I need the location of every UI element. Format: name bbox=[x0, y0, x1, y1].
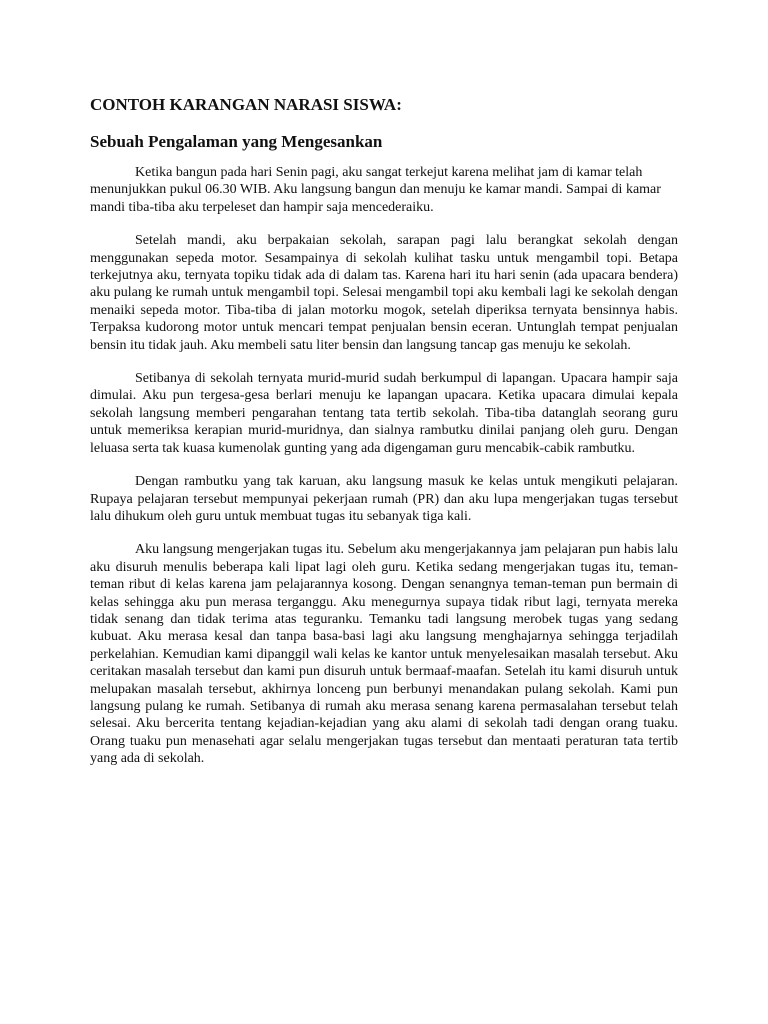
document-subtitle: Sebuah Pengalaman yang Mengesankan bbox=[90, 132, 383, 151]
paragraph-2: Setelah mandi, aku berpakaian sekolah, sarapan pagi lalu berangkat sekolah dengan menggunakan sepeda motor. Sesampainya di sekolah kulihat tasku untuk mengambil topi. Betapa terkejutnya aku, ternyata topiku tidak ada di dalam tas. Karena hari itu hari senin (ada upacara bendera) aku pulang ke rumah untuk mengambil topi. Selesai mengambil topi aku kembali lagi ke sekolah dengan menaiki sepeda motor. Tiba-tiba di jalan motorku mogok, setelah diperiksa ternyata bensinnya habis. Terpaksa kudorong motor untuk mencari tempat penjualan bensin eceran. Untunglah tempat penjualan bensin itu tidak jauh. Aku membeli satu liter bensin dan langsung tancap gas menuju ke sekolah. bbox=[90, 233, 678, 353]
document-heading: CONTOH KARANGAN NARASI SISWA: bbox=[90, 95, 402, 114]
paragraph-4: Dengan rambutku yang tak karuan, aku langsung masuk ke kelas untuk mengikuti pelajaran. Rupaya pelajaran tersebut mempunyai pekerjaan rumah (PR) dan aku lupa mengerjakan tugas tersebut lalu dihukum oleh guru untuk membuat tugas itu sebanyak tiga kali. bbox=[90, 474, 678, 524]
paragraph-3: Setibanya di sekolah ternyata murid-murid sudah berkumpul di lapangan. Upacara hampir saja dimulai. Aku pun tergesa-gesa berlari menuju ke lapangan upacara. Ketika upacara dimulai kepala sekolah langsung memberi pengarahan tentang tata tertib sekolah. Tiba-tiba datanglah seorang guru untuk memeriksa kerapian murid-muridnya, dan sialnya rambutku dinilai panjang oleh guru. Dengan leluasa serta tak kuasa kumenolak gunting yang ada digengaman guru mencabik-cabik rambutku. bbox=[90, 371, 678, 456]
paragraph-5: Aku langsung mengerjakan tugas itu. Sebelum aku mengerjakannya jam pelajaran pun habis lalu aku disuruh menulis beberapa kali lipat lagi oleh guru. Ketika sedang mengerjakan tugas itu, teman-teman ribut di kelas karena jam pelajarannya kosong. Dengan senangnya teman-teman pun bermain di kelas sehingga aku pun merasa terganggu. Aku menegurnya supaya tidak ribut lagi, ternyata mereka tidak senang dan tidak terima atas teguranku. Temanku tadi langsung merobek tugas yang sedang kubuat. Aku merasa kesal dan tanpa basa-basi lagi aku langsung menghajarnya sehingga terjadilah perkelahian. Kemudian kami dipanggil wali kelas ke kantor untuk menyelesaikan masalah tersebut. Aku ceritakan masalah tersebut dan kami pun disuruh untuk bermaaf-maafan. Setelah itu kami disuruh untuk melupakan masalah tersebut, akhirnya lonceng pun berbunyi menandakan pulang sekolah. Kami pun langsung pulang ke rumah. Setibanya di rumah aku merasa senang karena permasalahan tersebut telah selesai. Aku bercerita tentang kejadian-kejadian yang aku alami di sekolah tadi dengan orang tuaku. Orang tuaku pun menasehati agar selalu mengerjakan tugas tersebut dan mentaati peraturan tata tertib yang ada di sekolah. bbox=[90, 542, 678, 767]
paragraph-1: Ketika bangun pada hari Senin pagi, aku sangat terkejut karena melihat jam di kamar telah menunjukkan pukul 06.30 WIB. Aku langsung bangun dan menuju ke kamar mandi. Sampai di kamar mandi tiba-tiba aku terpeleset dan hampir saja mencederaiku. bbox=[90, 165, 661, 215]
document-body bbox=[90, 95, 678, 768]
